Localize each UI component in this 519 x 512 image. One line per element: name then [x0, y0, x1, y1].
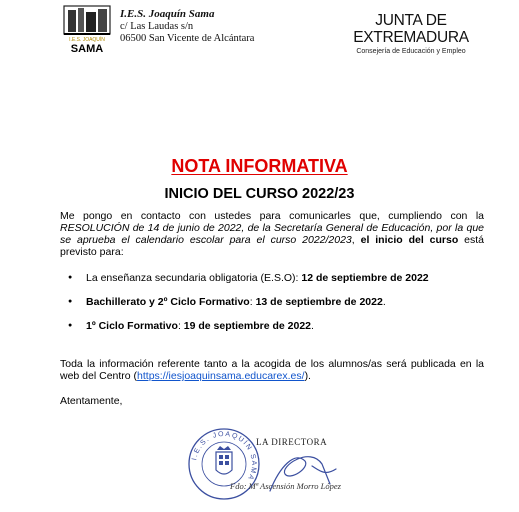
intro-text-3: está previsto para:	[60, 234, 484, 258]
school-name: I.E.S. Joaquín Sama	[120, 8, 215, 20]
bullet-label-bold: 1º Ciclo Formativo	[86, 320, 178, 332]
junta-sub: Consejería de Educación y Empleo	[356, 48, 466, 55]
info-paragraph	[60, 358, 484, 382]
junta-logo	[336, 12, 486, 55]
school-info	[120, 8, 254, 46]
school-address-1: c/ Las Laudas s/n	[120, 20, 194, 32]
logo-small-text: I.E.S. JOAQUÍN	[69, 37, 105, 43]
school-address-2: 06500 San Vicente de Alcántara	[120, 33, 255, 44]
junta-name: JUNTA DE EXTREMADURA	[353, 12, 469, 46]
bullet-label: :	[177, 320, 184, 332]
start-dates-list	[68, 272, 429, 344]
info-tail: ).	[304, 370, 311, 382]
intro-text-2: ,	[351, 234, 361, 246]
signer-name: Fdo: Mª Ascensión Morro López	[230, 481, 341, 491]
list-item	[68, 272, 429, 296]
list-item	[68, 296, 429, 320]
bullet-date: 13 de septiembre de 2022	[255, 296, 383, 308]
document-subtitle: INICIO DEL CURSO 2022/23	[164, 186, 355, 202]
bullet-label: La enseñanza secundaria obligatoria (E.S.O):	[86, 272, 302, 284]
intro-text-1: Me pongo en contacto con ustedes para comunicarles que, cumpliendo con la	[60, 210, 484, 222]
info-text: Toda la información referente tanto a la acogida de los alumnos/as será publicada en la web del Centro (	[60, 358, 484, 382]
stamp-ring-text: I.E.S. JOAQUÍN SAMA	[191, 430, 258, 482]
signer-role: LA DIRECTORA	[256, 437, 328, 447]
closing-text: Atentamente,	[60, 395, 123, 407]
document-title: NOTA INFORMATIVA	[171, 156, 348, 176]
resolution-reference: RESOLUCIÓN de 14 de junio de 2022, de la Secretaría General de Educación, por la que se aprueba el calendario escolar para el curso 2022/2023	[60, 222, 484, 246]
school-website-link[interactable]: https://iesjoaquinsama.educarex.es/	[137, 370, 305, 382]
bullet-tail: .	[311, 320, 314, 332]
bullet-tail: .	[382, 296, 386, 308]
bullet-date: 19 de septiembre de 2022	[183, 320, 312, 332]
bullet-label-bold: Bachillerato y 2º Ciclo Formativo	[86, 296, 250, 308]
intro-paragraph	[60, 210, 484, 258]
list-item	[68, 320, 429, 344]
school-logo	[60, 2, 115, 54]
bullet-date: 12 de septiembre de 2022	[301, 272, 429, 284]
intro-bold: el inicio del curso	[360, 234, 459, 246]
logo-big-text: SAMA	[70, 43, 104, 54]
bullet-label: :	[249, 296, 256, 308]
